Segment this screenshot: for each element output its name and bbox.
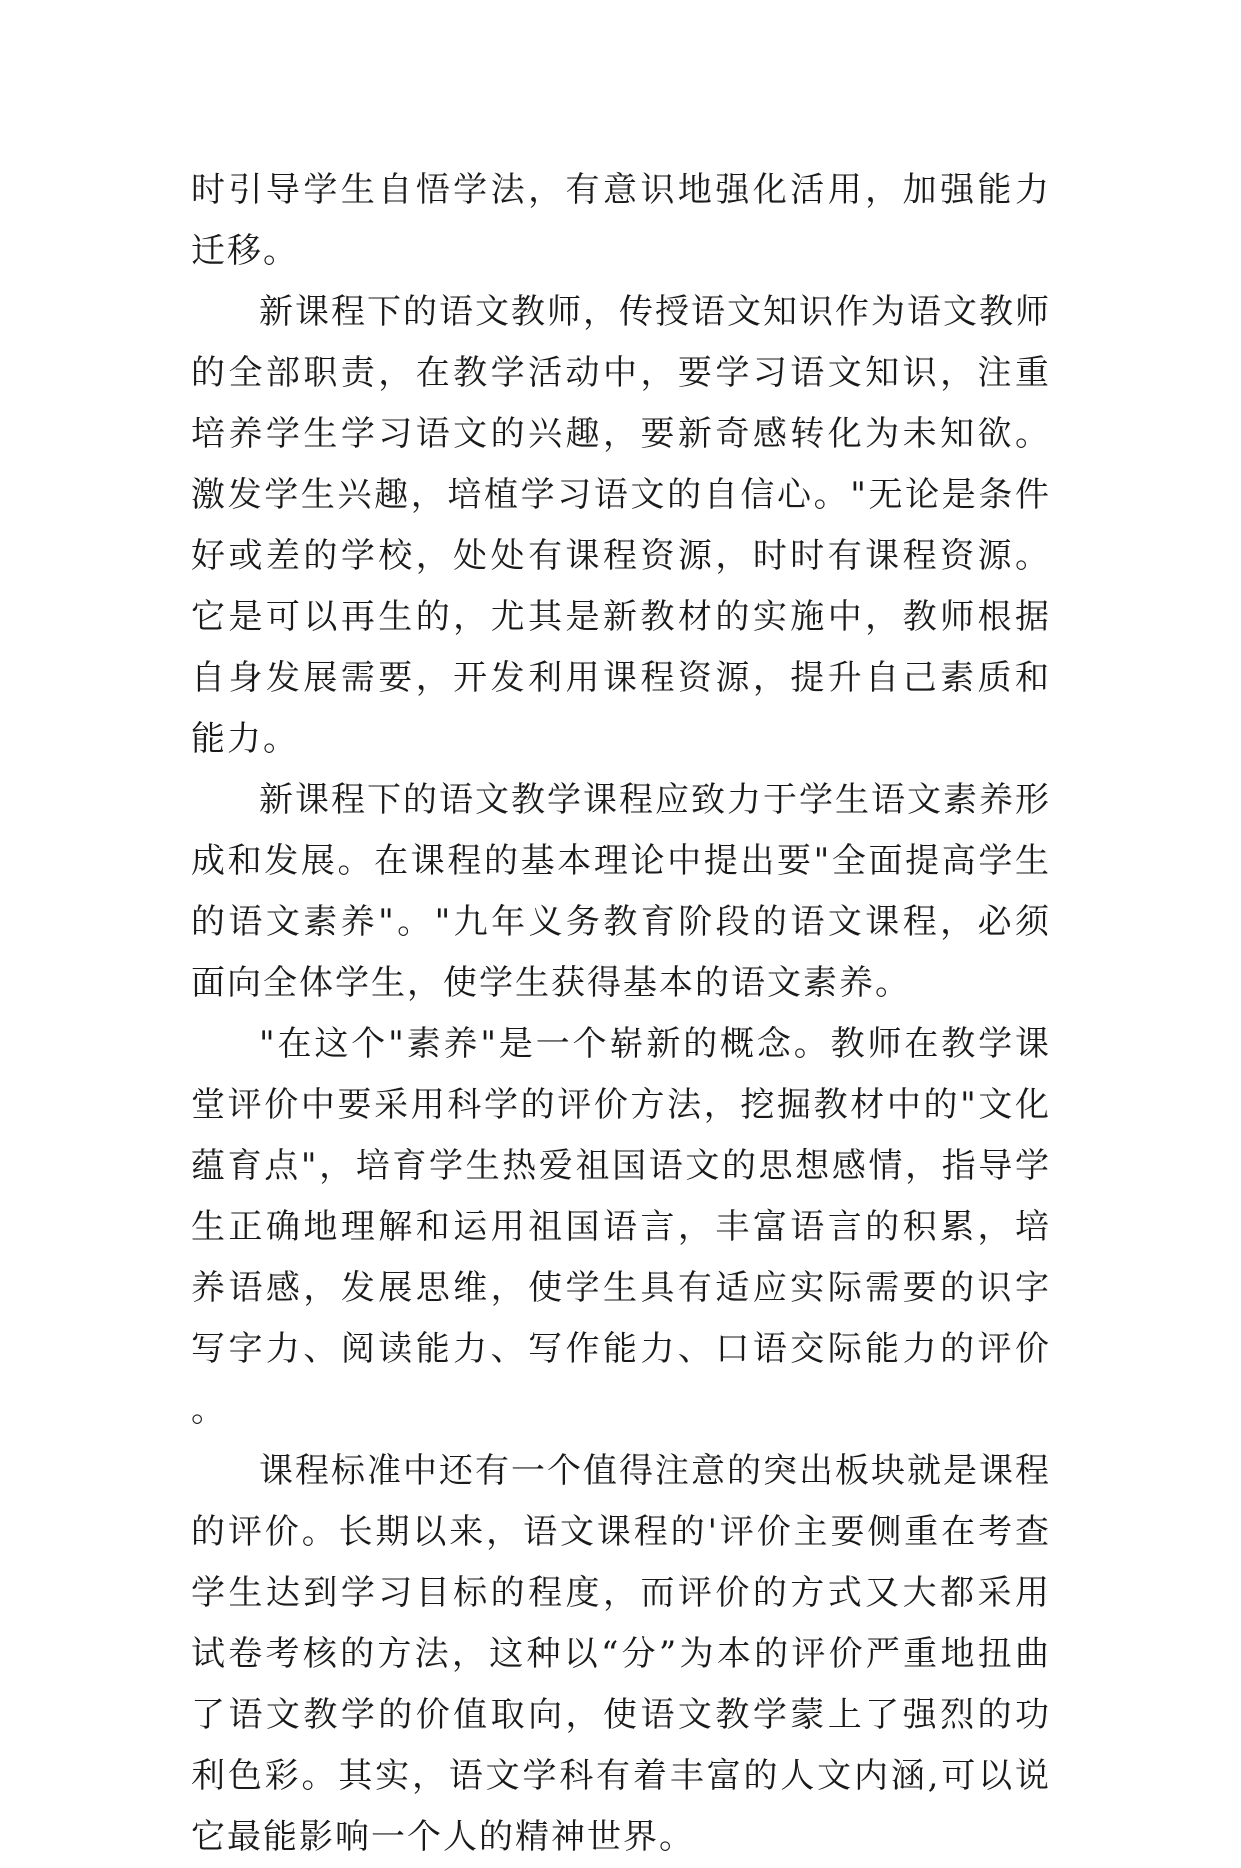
document-body bbox=[191, 160, 1051, 1868]
paragraph-literacy-goal: 新课程下的语文教学课程应致力于学生语文素养形成和发展。在课程的基本理论中提出要"全面提高学生的语文素养"。"九年义务教育阶段的语文课程，必须面向全体学生，使学生获得基本的语文素养。 bbox=[191, 780, 1051, 1003]
paragraph-continuation: 时引导学生自悟学法，有意识地强化活用，加强能力迁移。 bbox=[191, 170, 1051, 271]
paragraph-literacy-concept: "在这个"素养"是一个崭新的概念。教师在教学课堂评价中要采用科学的评价方法，挖掘教材中的"文化蕴育点"，培育学生热爱祖国语文的思想感情，指导学生正确地理解和运用祖国语言，丰富语言的积累，培养语感，发展思维，使学生具有适应实际需要的识字写字力、阅读能力、写作能力、口语交际能力的评价。 bbox=[191, 1024, 1051, 1430]
paragraph-curriculum-evaluation: 课程标准中还有一个值得注意的突出板块就是课程的评价。长期以来，语文课程的'评价主要侧重在考查学生达到学习目标的程度，而评价的方式又大都采用试卷考核的方法，这种以“分”为本的评价严重地扭曲了语文教学的价值取向，使语文教学蒙上了强烈的功利色彩。其实，语文学科有着丰富的人文内涵,可以说它最能影响一个人的精神世界。 bbox=[191, 1451, 1051, 1857]
paragraph-teacher-role: 新课程下的语文教师，传授语文知识作为语文教师的全部职责，在教学活动中，要学习语文知识，注重培养学生学习语文的兴趣，要新奇感转化为未知欲。激发学生兴趣，培植学习语文的自信心。"无论是条件好或差的学校，处处有课程资源，时时有课程资源。它是可以再生的，尤其是新教材的实施中，教师根据自身发展需要，开发利用课程资源，提升自己素质和能力。 bbox=[191, 292, 1051, 759]
